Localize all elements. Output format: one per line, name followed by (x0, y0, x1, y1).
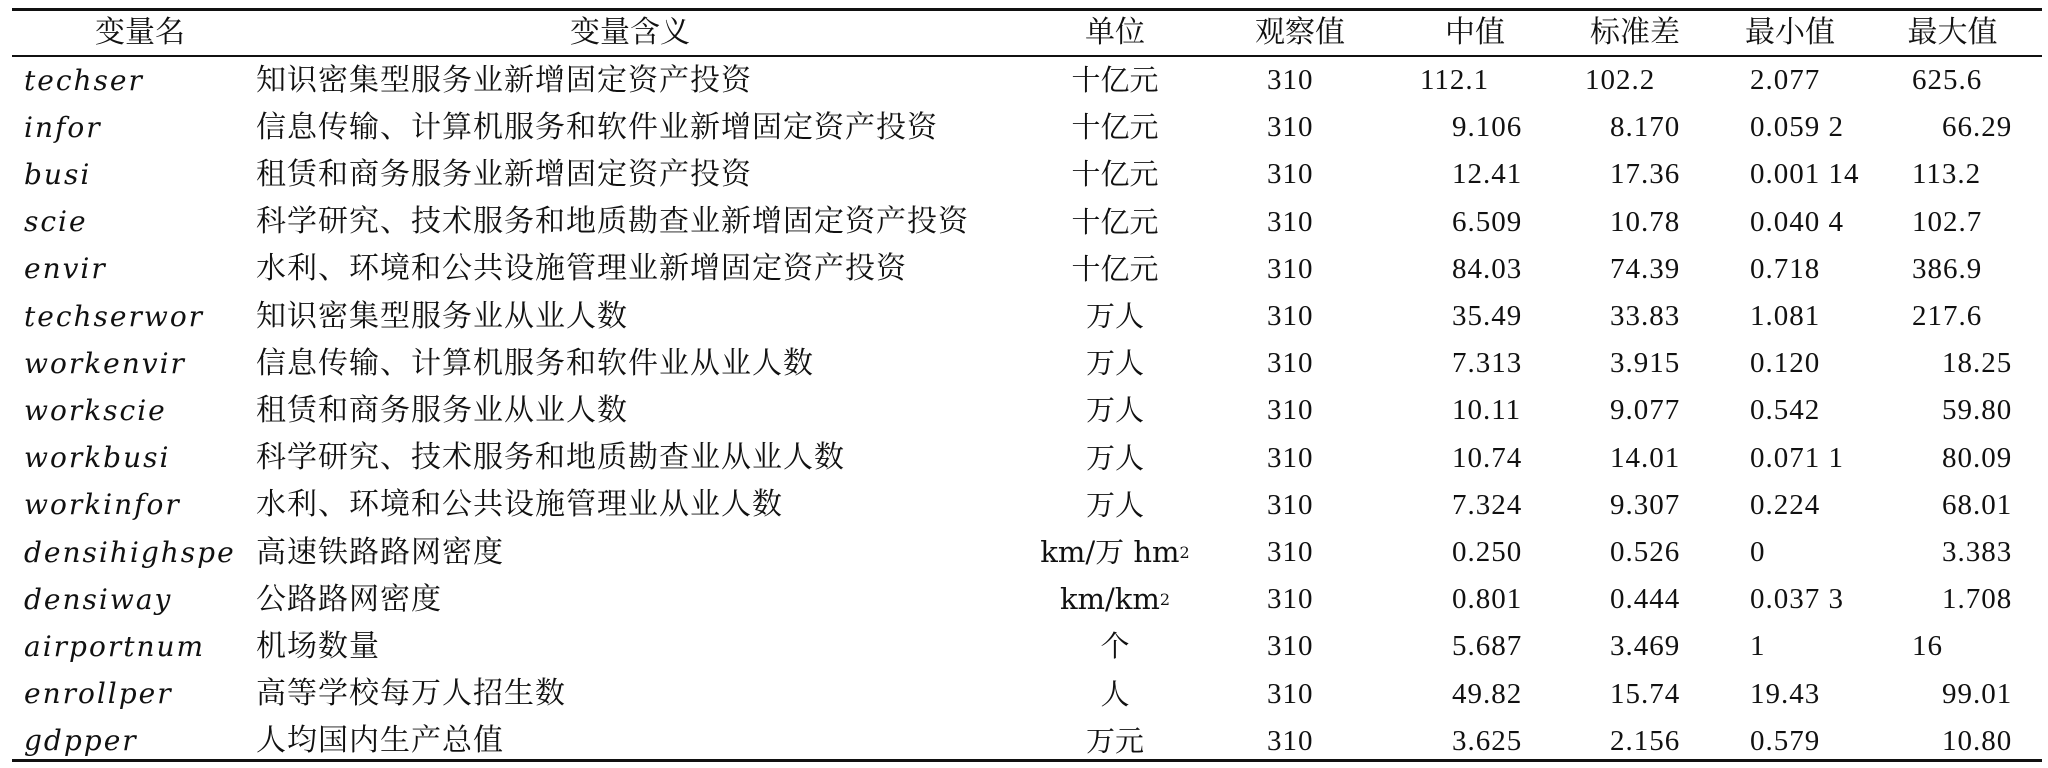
mean-cell: 6.509 (1452, 205, 1523, 238)
observations-cell: 310 (1267, 488, 1314, 521)
unit-cell: 万人 (1085, 346, 1144, 381)
unit-cell: 人 (1100, 676, 1130, 711)
mean-cell: 49.82 (1452, 677, 1523, 710)
std-dev-cell: 9.077 (1610, 394, 1681, 427)
variable-meaning-cell: 科学研究、技术服务和地质勘查业新增固定资产投资 (256, 204, 969, 240)
unit-cell: 万人 (1085, 393, 1144, 428)
table-row (0, 340, 2048, 387)
table-bottom-rule (12, 759, 2042, 762)
variable-meaning-cell: 人均国内生产总值 (256, 723, 504, 759)
std-dev-cell: 2.156 (1610, 724, 1681, 757)
header-max: 最大值 (1907, 15, 1998, 50)
variable-name-cell: workscie (24, 393, 167, 427)
max-cell: 68.01 (1942, 488, 2013, 521)
min-cell: 0 (1750, 536, 1766, 569)
mean-cell: 9.106 (1452, 111, 1523, 144)
std-dev-cell: 3.469 (1610, 630, 1681, 663)
variable-name-cell: workinfor (24, 488, 181, 522)
header-std-dev: 标准差 (1590, 15, 1680, 50)
mean-cell: 10.74 (1452, 441, 1523, 474)
variable-name-cell: enrollper (24, 677, 173, 711)
variable-meaning-cell: 高等学校每万人招生数 (256, 676, 566, 712)
std-dev-cell: 8.170 (1610, 111, 1681, 144)
observations-cell: 310 (1267, 347, 1314, 380)
std-dev-cell: 0.444 (1610, 583, 1681, 616)
variable-meaning-cell: 机场数量 (256, 628, 380, 664)
min-cell: 1 (1750, 630, 1766, 663)
table-row (0, 671, 2048, 718)
unit-cell: 万人 (1085, 299, 1144, 334)
std-dev-cell: 0.526 (1610, 536, 1681, 569)
table-row (0, 387, 2048, 434)
variable-meaning-cell: 租赁和商务服务业从业人数 (256, 392, 628, 428)
header-min: 最小值 (1745, 15, 1835, 50)
min-cell: 0.059 2 (1750, 111, 1844, 144)
max-cell: 3.383 (1942, 536, 2013, 569)
table-row (0, 435, 2048, 482)
unit-cell: 十亿元 (1071, 157, 1159, 192)
observations-cell: 310 (1267, 630, 1314, 663)
variable-name-cell: airportnum (24, 629, 206, 663)
unit-cell: 十亿元 (1071, 251, 1159, 286)
header-unit: 单位 (1085, 15, 1145, 50)
header-observations: 观察值 (1255, 15, 1345, 50)
table-row (0, 151, 2048, 198)
min-cell: 19.43 (1750, 677, 1821, 710)
observations-cell: 310 (1267, 724, 1314, 757)
max-cell: 10.80 (1942, 724, 2013, 757)
observations-cell: 310 (1267, 158, 1314, 191)
variable-name-cell: densihighspe (24, 535, 236, 569)
max-cell: 625.6 (1912, 64, 1983, 97)
observations-cell: 310 (1267, 300, 1314, 333)
min-cell: 2.077 (1750, 64, 1821, 97)
unit-cell: km/km 2 (1059, 582, 1171, 617)
min-cell: 0.542 (1750, 394, 1821, 427)
observations-cell: 310 (1267, 441, 1314, 474)
header-variable-name: 变量名 (95, 15, 185, 50)
min-cell: 0.718 (1750, 252, 1821, 285)
std-dev-cell: 74.39 (1610, 252, 1681, 285)
mean-cell: 7.313 (1452, 347, 1523, 380)
mean-cell: 84.03 (1452, 252, 1523, 285)
max-cell: 217.6 (1912, 300, 1983, 333)
mean-cell: 12.41 (1452, 158, 1523, 191)
variable-name-cell: envir (24, 252, 107, 286)
min-cell: 0.224 (1750, 488, 1821, 521)
min-cell: 0.001 14 (1750, 158, 1860, 191)
variable-meaning-cell: 科学研究、技术服务和地质勘查业从业人数 (256, 440, 845, 476)
table-row (0, 718, 2048, 765)
observations-cell: 310 (1267, 583, 1314, 616)
table-row (0, 482, 2048, 529)
variable-meaning-cell: 高速铁路路网密度 (256, 534, 504, 570)
mean-cell: 5.687 (1452, 630, 1523, 663)
std-dev-cell: 3.915 (1610, 347, 1681, 380)
observations-cell: 310 (1267, 64, 1314, 97)
std-dev-cell: 17.36 (1610, 158, 1681, 191)
header-mean: 中值 (1445, 15, 1505, 50)
variable-meaning-cell: 知识密集型服务业新增固定资产投资 (256, 62, 752, 98)
mean-cell: 3.625 (1452, 724, 1523, 757)
variable-name-cell: techserwor (24, 299, 205, 333)
observations-cell: 310 (1267, 536, 1314, 569)
max-cell: 102.7 (1912, 205, 1983, 238)
min-cell: 0.040 4 (1750, 205, 1844, 238)
mean-cell: 0.250 (1452, 536, 1523, 569)
max-cell: 386.9 (1912, 252, 1983, 285)
std-dev-cell: 33.83 (1610, 300, 1681, 333)
mean-cell: 35.49 (1452, 300, 1523, 333)
observations-cell: 310 (1267, 252, 1314, 285)
min-cell: 0.071 1 (1750, 441, 1844, 474)
table-row (0, 104, 2048, 151)
observations-cell: 310 (1267, 394, 1314, 427)
std-dev-cell: 10.78 (1610, 205, 1681, 238)
unit-cell: 十亿元 (1071, 63, 1159, 98)
variable-name-cell: techser (24, 63, 144, 97)
variable-name-cell: workenvir (24, 346, 186, 380)
variable-name-cell: infor (24, 110, 102, 144)
table-row (0, 576, 2048, 623)
table-row (0, 246, 2048, 293)
variable-meaning-cell: 水利、环境和公共设施管理业从业人数 (256, 487, 783, 523)
table-row (0, 57, 2048, 104)
unit-cell: 万人 (1085, 440, 1144, 475)
max-cell: 66.29 (1942, 111, 2013, 144)
unit-cell: 十亿元 (1071, 204, 1159, 239)
max-cell: 18.25 (1942, 347, 2013, 380)
variable-name-cell: scie (24, 205, 88, 239)
table-row (0, 623, 2048, 670)
observations-cell: 310 (1267, 677, 1314, 710)
variable-name-cell: workbusi (24, 441, 171, 475)
max-cell: 59.80 (1942, 394, 2013, 427)
unit-cell: 十亿元 (1071, 110, 1159, 145)
variable-meaning-cell: 公路路网密度 (256, 581, 442, 617)
variable-name-cell: densiway (24, 582, 173, 616)
variable-name-cell: gdpper (24, 724, 138, 758)
min-cell: 0.120 (1750, 347, 1821, 380)
mean-cell: 0.801 (1452, 583, 1523, 616)
variable-meaning-cell: 水利、环境和公共设施管理业新增固定资产投资 (256, 251, 907, 287)
max-cell: 80.09 (1942, 441, 2013, 474)
observations-cell: 310 (1267, 205, 1314, 238)
mean-cell: 7.324 (1452, 488, 1523, 521)
unit-cell: 万元 (1085, 723, 1144, 758)
mean-cell: 112.1 (1420, 64, 1490, 97)
unit-cell: 个 (1100, 629, 1130, 664)
unit-cell: 万人 (1085, 487, 1144, 522)
table-row (0, 199, 2048, 246)
table-row (0, 293, 2048, 340)
max-cell: 1.708 (1942, 583, 2013, 616)
variable-meaning-cell: 知识密集型服务业从业人数 (256, 298, 628, 334)
std-dev-cell: 15.74 (1610, 677, 1681, 710)
unit-cell: km/万 hm 2 (1040, 535, 1190, 570)
max-cell: 16 (1912, 630, 1943, 663)
max-cell: 99.01 (1942, 677, 2013, 710)
header-variable-meaning: 变量含义 (570, 15, 690, 50)
table-header-row (0, 10, 2048, 56)
observations-cell: 310 (1267, 111, 1314, 144)
variable-meaning-cell: 租赁和商务服务业新增固定资产投资 (256, 156, 752, 192)
table-row (0, 529, 2048, 576)
variable-meaning-cell: 信息传输、计算机服务和软件业新增固定资产投资 (256, 109, 938, 145)
mean-cell: 10.11 (1452, 394, 1522, 427)
variable-meaning-cell: 信息传输、计算机服务和软件业从业人数 (256, 345, 814, 381)
std-dev-cell: 102.2 (1585, 64, 1656, 97)
min-cell: 0.579 (1750, 724, 1821, 757)
min-cell: 1.081 (1750, 300, 1821, 333)
std-dev-cell: 14.01 (1610, 441, 1681, 474)
max-cell: 113.2 (1912, 158, 1982, 191)
variable-name-cell: busi (24, 157, 92, 191)
min-cell: 0.037 3 (1750, 583, 1844, 616)
std-dev-cell: 9.307 (1610, 488, 1681, 521)
